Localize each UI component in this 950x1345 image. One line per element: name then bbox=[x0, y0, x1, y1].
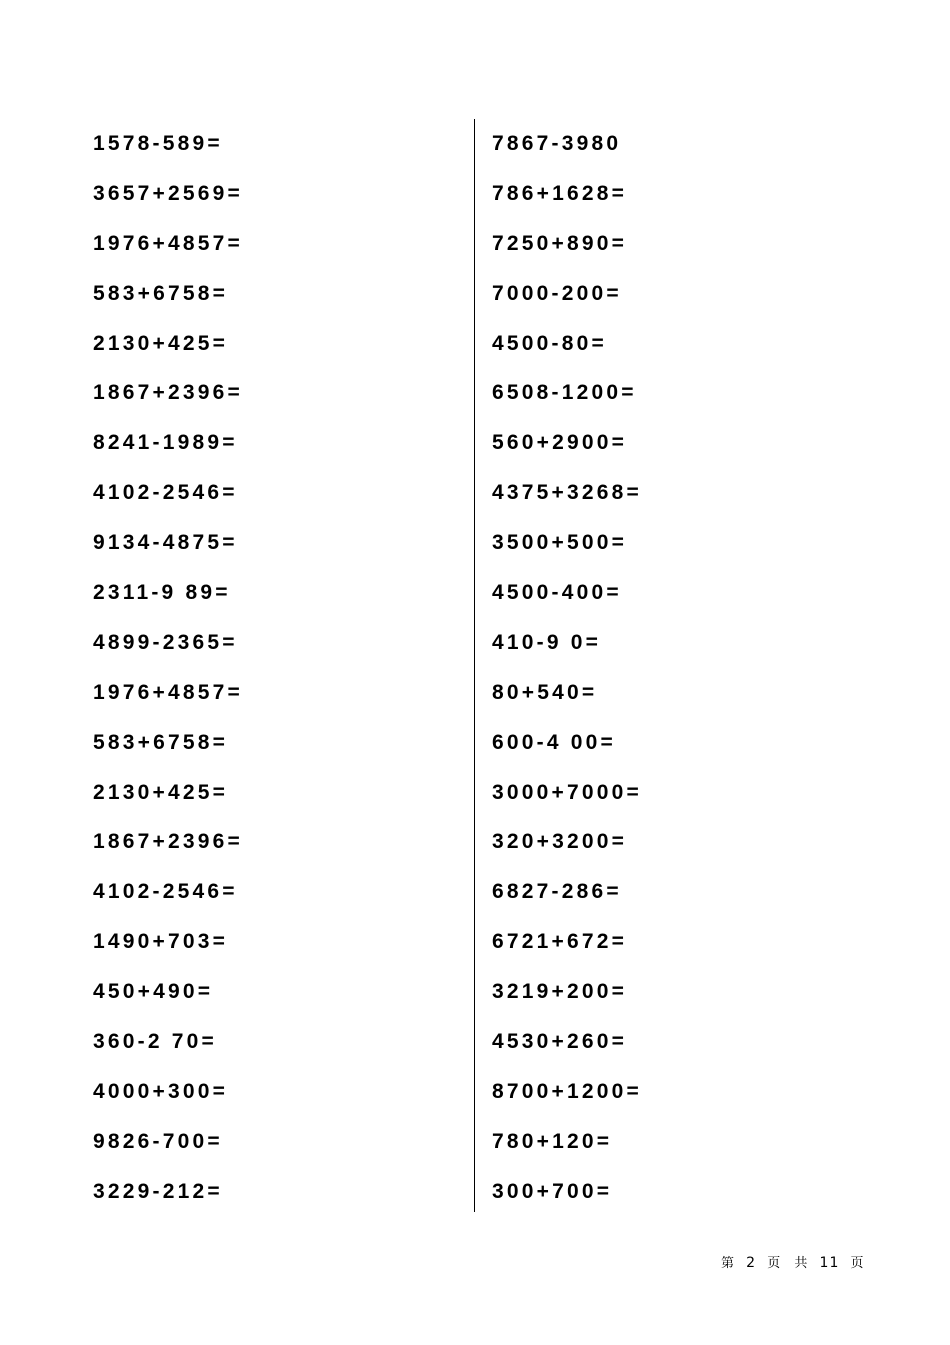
arithmetic-problem: 4000+300= bbox=[93, 1079, 229, 1103]
arithmetic-problem: 560+2900= bbox=[492, 431, 628, 455]
arithmetic-problem: 4375+3268= bbox=[492, 481, 642, 505]
arithmetic-problem: 1867+2396= bbox=[93, 381, 243, 405]
arithmetic-problem: 9826-700= bbox=[93, 1129, 223, 1153]
arithmetic-problem: 8700+1200= bbox=[492, 1079, 642, 1103]
arithmetic-problem: 1976+4857= bbox=[93, 231, 243, 255]
column-divider bbox=[474, 119, 475, 1212]
arithmetic-problem: 786+1628= bbox=[492, 181, 628, 205]
footer-prefix: 第 bbox=[721, 1256, 736, 1271]
arithmetic-problem: 3500+500= bbox=[492, 531, 628, 555]
arithmetic-problem: 3657+2569= bbox=[93, 181, 243, 205]
footer-total-pages: 11 bbox=[819, 1255, 840, 1271]
arithmetic-problem: 2130+425= bbox=[93, 780, 229, 804]
arithmetic-problem: 3229-212= bbox=[93, 1179, 223, 1203]
arithmetic-problem: 6721+672= bbox=[492, 930, 628, 954]
arithmetic-problem: 583+6758= bbox=[93, 730, 229, 754]
left-problem-column bbox=[93, 130, 243, 1228]
arithmetic-problem: 1867+2396= bbox=[93, 830, 243, 854]
footer-page-number: 2 bbox=[746, 1255, 757, 1271]
arithmetic-problem: 4899-2365= bbox=[93, 630, 238, 654]
arithmetic-problem: 1490+703= bbox=[93, 930, 229, 954]
arithmetic-problem: 7000-200= bbox=[492, 281, 622, 305]
footer-page-char: 页 bbox=[767, 1256, 782, 1271]
arithmetic-problem: 4500-80= bbox=[492, 331, 607, 355]
arithmetic-problem: 8241-1989= bbox=[93, 431, 238, 455]
arithmetic-problem: 4530+260= bbox=[492, 1030, 628, 1054]
arithmetic-problem: 7250+890= bbox=[492, 231, 628, 255]
arithmetic-problem: 4102-2546= bbox=[93, 481, 238, 505]
arithmetic-problem: 3219+200= bbox=[492, 980, 628, 1004]
right-problem-column bbox=[492, 130, 642, 1228]
footer-suffix: 页 bbox=[850, 1256, 865, 1271]
footer-total-prefix: 共 bbox=[794, 1256, 809, 1271]
arithmetic-problem: 1578-589= bbox=[93, 132, 223, 155]
arithmetic-problem: 320+3200= bbox=[492, 830, 628, 854]
arithmetic-problem: 600-4 00= bbox=[492, 730, 616, 754]
arithmetic-problem: 6508-1200= bbox=[492, 381, 637, 405]
arithmetic-problem: 80+540= bbox=[492, 680, 598, 704]
arithmetic-problem: 4500-400= bbox=[492, 581, 622, 605]
arithmetic-problem: 780+120= bbox=[492, 1129, 613, 1153]
arithmetic-problem: 1976+4857= bbox=[93, 680, 243, 704]
arithmetic-problem: 450+490= bbox=[93, 980, 214, 1004]
arithmetic-problem: 4102-2546= bbox=[93, 880, 238, 904]
arithmetic-problem: 300+700= bbox=[492, 1179, 613, 1203]
arithmetic-problem: 9134-4875= bbox=[93, 531, 238, 555]
arithmetic-problem: 583+6758= bbox=[93, 281, 229, 305]
arithmetic-problem: 3000+7000= bbox=[492, 780, 642, 804]
arithmetic-problem: 2130+425= bbox=[93, 331, 229, 355]
page-footer bbox=[721, 1252, 865, 1271]
arithmetic-problem: 6827-286= bbox=[492, 880, 622, 904]
arithmetic-problem: 7867-3980 bbox=[492, 132, 622, 155]
arithmetic-problem: 410-9 0= bbox=[492, 630, 602, 654]
arithmetic-problem: 2311-9 89= bbox=[93, 581, 231, 605]
arithmetic-problem: 360-2 70= bbox=[93, 1030, 217, 1054]
